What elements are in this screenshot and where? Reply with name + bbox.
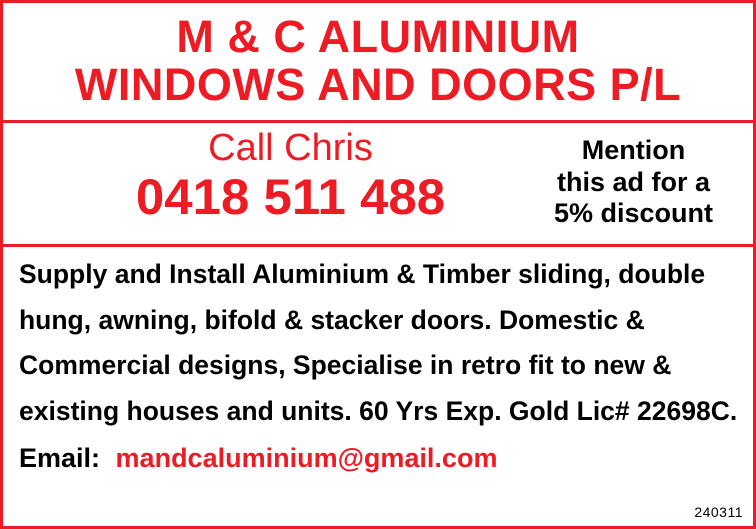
email-label: Email: [19,443,101,474]
company-name-line-1: M & C ALUMINIUM [176,11,580,62]
body-line-1: Supply and Install Aluminium & Timber sliding, double [19,259,706,290]
promo-line-1: Mention [581,135,686,166]
contact-band [3,123,753,247]
email-line [19,443,737,474]
promo-line-2: this ad for a [556,166,711,197]
ad-header [3,3,753,123]
phone-number[interactable]: 0418 511 488 [135,169,446,226]
promo-block [526,129,741,229]
body-line-2: hung, awning, bifold & stacker doors. Domestic & [19,304,645,335]
body-line-3: Commercial designs, Specialise in retro fit to new & [19,350,672,381]
reference-code: 240311 [694,504,743,520]
call-block [15,127,526,226]
call-label: Call Chris [208,127,373,170]
email-address[interactable]: mandcaluminium@gmail.com [115,443,498,474]
body-line-4: existing houses and units. 60 Yrs Exp. Gold Lic# 22698C. [19,395,738,426]
ad-body-copy [3,247,753,474]
promo-line-3: 5% discount [553,198,714,228]
company-name-line-2: WINDOWS AND DOORS P/L [74,58,682,110]
